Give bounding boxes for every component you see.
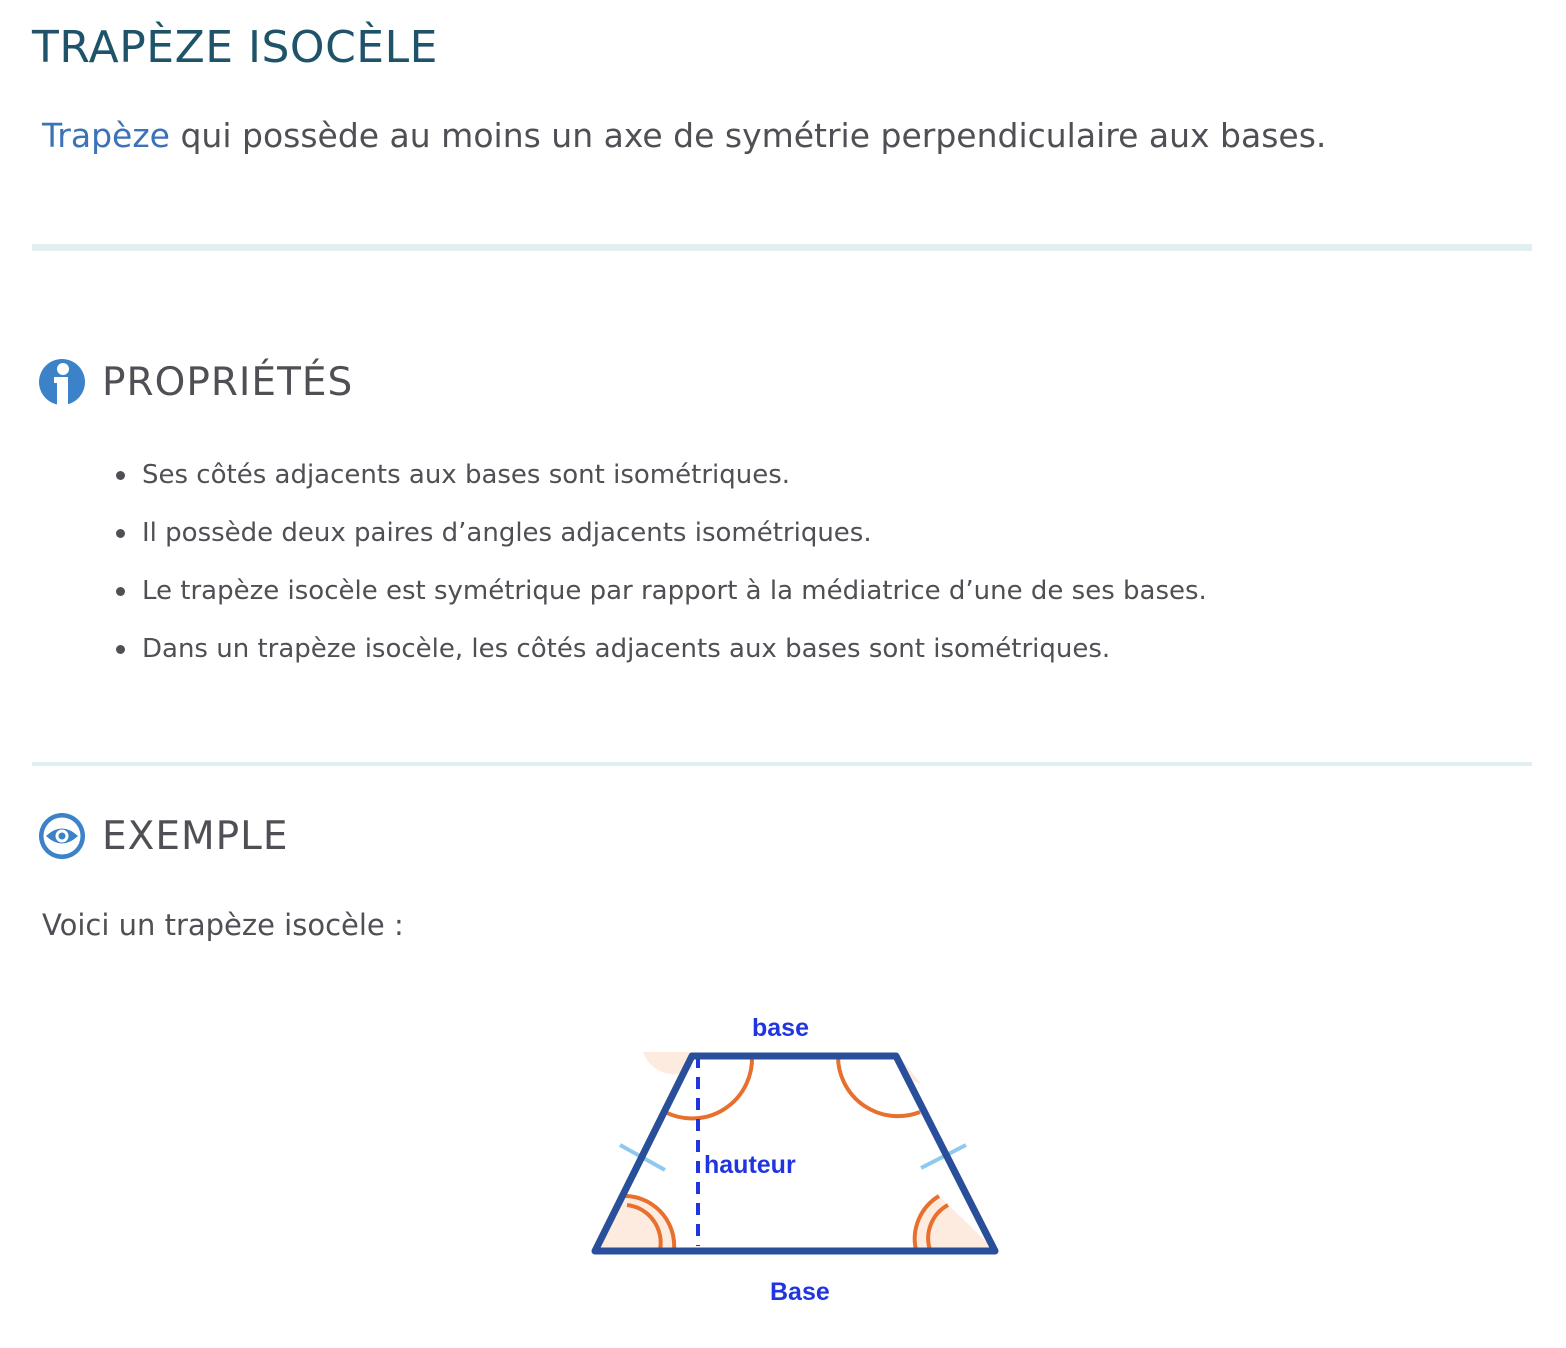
example-header (38, 812, 289, 860)
section-divider (32, 244, 1532, 251)
example-intro: Voici un trapèze isocèle : (42, 908, 404, 942)
list-item: Le trapèze isocèle est symétrique par rapport à la médiatrice d’une de ses bases. (142, 568, 1207, 626)
section-divider (32, 762, 1532, 766)
page-title: TRAPÈZE ISOCÈLE (32, 22, 438, 73)
definition-text: qui possède au moins un axe de symétrie perpendiculaire aux bases. (169, 116, 1327, 155)
properties-list (142, 452, 1207, 684)
example-title: EXEMPLE (102, 813, 289, 859)
definition (42, 116, 1326, 155)
list-item: Ses côtés adjacents aux bases sont isométriques. (142, 452, 1207, 510)
isosceles-trapezoid-diagram (570, 1000, 1030, 1320)
top-base-label: base (752, 1014, 809, 1042)
height-label: hauteur (704, 1151, 796, 1179)
eye-icon (38, 812, 86, 860)
list-item: Dans un trapèze isocèle, les côtés adjacents aux bases sont isométriques. (142, 626, 1207, 684)
properties-header (38, 358, 353, 406)
bottom-base-label: Base (770, 1278, 830, 1306)
properties-title: PROPRIÉTÉS (102, 359, 354, 405)
list-item: Il possède deux paires d’angles adjacents isométriques. (142, 510, 1207, 568)
info-icon (38, 358, 86, 406)
trapeze-link[interactable]: Trapèze (42, 116, 170, 155)
